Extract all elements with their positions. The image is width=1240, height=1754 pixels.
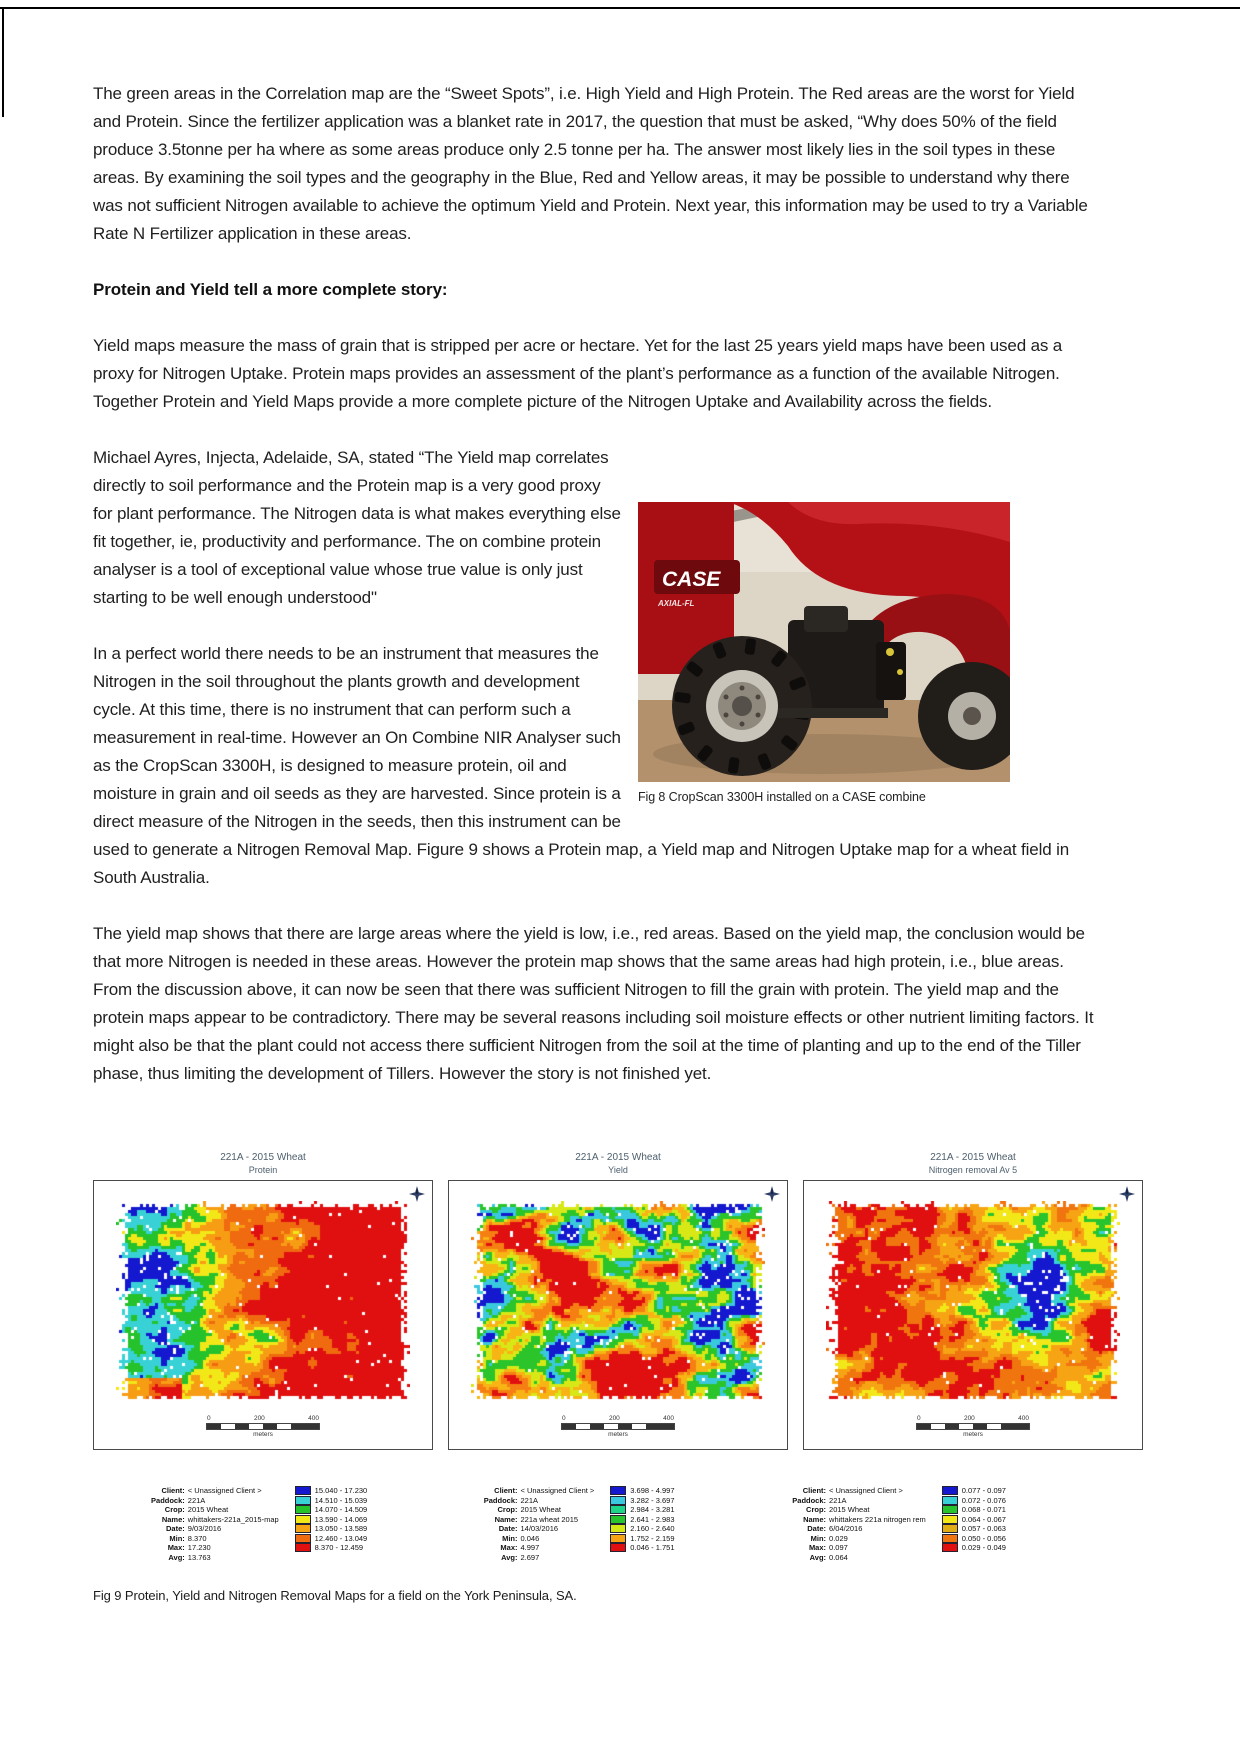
legend-field-value: 2015 Wheat — [829, 1505, 870, 1514]
legend-field-value: 13.763 — [187, 1552, 211, 1562]
paragraph-yield-map-analysis: The yield map shows that there are large areas where the yield is low, i.e., red areas. Based on the yield map, the conclusion would be that more Nitrogen is needed in these areas. However the protein map shows that the same areas had high protein, i.e., blue areas. From the discussion above, it can now be seen that there was sufficient Nitrogen to fill the grain with protein. The yield map and the protein maps appear to be contradictory. There may be several reasons including soil moisture effects or other nutrient limiting factors. It might also be that the plant could not access there sufficient Nitrogen from the soil at the time of planting and up to the end of the Tiller phase, thus limiting the development of Tillers. However the story is not finished yet. — [93, 924, 1094, 1083]
map-title — [93, 1152, 433, 1176]
scale-bar-segment — [576, 1424, 590, 1429]
legend-range-text: 2.641 - 2.983 — [630, 1514, 675, 1524]
scale-bar-segment — [562, 1424, 576, 1429]
map-title-line2: Yield — [608, 1165, 628, 1175]
map-legend — [99, 1486, 367, 1562]
legend-range-row — [610, 1496, 674, 1506]
legend-range-row — [610, 1515, 674, 1525]
scale-bar-segments — [916, 1423, 1030, 1430]
legend-range-row — [610, 1543, 674, 1553]
scale-bar-segment — [1001, 1424, 1015, 1429]
scale-bar-segment — [207, 1424, 221, 1429]
scale-bar-segment — [959, 1424, 973, 1429]
scale-bar-segment — [249, 1424, 263, 1429]
combine-model-text: AXIAL-FL — [658, 599, 695, 608]
paragraph-michael-ayres-quote: Michael Ayres, Injecta, Adelaide, SA, stated “The Yield map correlates directly to soil performance and the Protein map is a very good proxy for plant performance. The Nitrogen data is what makes everything else fit together, ie, productivity and performance. The on combine protein analyser is a tool of exceptional value whose true value is only just starting to be well enough understood" — [93, 448, 621, 607]
legend-field-row — [99, 1486, 279, 1496]
legend-ranges — [610, 1486, 674, 1562]
legend-range-text: 12.460 - 13.049 — [314, 1533, 368, 1543]
scale-bar-segments — [561, 1423, 675, 1430]
compass-icon — [764, 1186, 780, 1202]
legend-color-swatch — [942, 1524, 958, 1533]
fig9-maps-row — [93, 1152, 1143, 1450]
map-column-3 — [803, 1152, 1143, 1450]
legend-color-swatch — [610, 1524, 626, 1533]
legend-range-text: 1.752 - 2.159 — [630, 1533, 675, 1543]
scale-bar-segment — [646, 1424, 660, 1429]
legend-range-row — [610, 1524, 674, 1534]
legend-color-swatch — [295, 1486, 311, 1495]
legend-range-text: 15.040 - 17.230 — [314, 1486, 368, 1495]
legend-field-label: Avg: — [501, 1552, 518, 1562]
map-title-line1: 221A - 2015 Wheat — [930, 1152, 1016, 1163]
legend-field-value: 0.046 — [520, 1533, 540, 1543]
paragraph-yield-maps: Yield maps measure the mass of grain that is stripped per acre or hectare. Yet for the last 25 years yield maps have been used as a proxy for Nitrogen Uptake. Protein maps provides an assessment of the plant’s performance as a function of the available Nitrogen. Together Protein and Yield Maps provide a more complete picture of the Nitrogen Uptake and Availability across the fields. — [93, 336, 1063, 411]
legend-range-text: 14.510 - 15.039 — [314, 1495, 368, 1505]
legend-range-row — [610, 1486, 674, 1496]
legend-range-row — [942, 1534, 1006, 1544]
legend-field-value: whittakers 221a nitrogen rem — [829, 1514, 926, 1524]
legend-fields — [432, 1486, 595, 1562]
map-scale-bar — [94, 1415, 432, 1439]
scale-bar-segment — [263, 1424, 277, 1429]
legend-field-row — [432, 1534, 595, 1544]
legend-field-label: Client: — [161, 1486, 185, 1495]
legend-field-value: 221a wheat 2015 — [520, 1514, 579, 1524]
legend-field-value: 8.370 — [187, 1533, 207, 1543]
legend-color-swatch — [295, 1505, 311, 1514]
scale-label: 400 — [1018, 1415, 1029, 1422]
legend-field-label: Min: — [502, 1533, 518, 1543]
legend-range-row — [295, 1515, 368, 1525]
legend-field-row — [432, 1515, 595, 1525]
scale-bar-segment — [931, 1424, 945, 1429]
legend-field-label: Date: — [166, 1524, 185, 1533]
map-title — [803, 1152, 1143, 1176]
legend-field-row — [740, 1553, 926, 1563]
map-frame — [448, 1180, 788, 1450]
legend-range-row — [942, 1515, 1006, 1525]
scale-labels — [207, 1415, 319, 1422]
legend-color-swatch — [295, 1524, 311, 1533]
scale-bar-segment — [1015, 1424, 1029, 1429]
legend-color-swatch — [295, 1515, 311, 1524]
legend-color-swatch — [295, 1496, 311, 1505]
legend-field-value: 4.997 — [520, 1543, 540, 1552]
legend-field-row — [432, 1543, 595, 1553]
legend-range-row — [295, 1505, 368, 1515]
legend-field-row — [99, 1496, 279, 1506]
legend-range-row — [610, 1505, 674, 1515]
legend-field-row — [432, 1486, 595, 1496]
legend-field-value: < Unassigned Client > — [829, 1486, 903, 1495]
legend-field-value: 0.097 — [829, 1543, 848, 1552]
legend-field-row — [740, 1534, 926, 1544]
scale-bar-segment — [604, 1424, 618, 1429]
legend-range-text: 13.590 - 14.069 — [314, 1514, 368, 1524]
legend-field-row — [740, 1515, 926, 1525]
legend-field-value: 14/03/2016 — [520, 1524, 559, 1533]
legend-color-swatch — [942, 1515, 958, 1524]
legend-range-row — [942, 1496, 1006, 1506]
scale-label: 0 — [917, 1415, 921, 1422]
legend-color-swatch — [610, 1543, 626, 1552]
legend-field-label: Paddock: — [151, 1495, 185, 1505]
legend-color-swatch — [610, 1486, 626, 1495]
legend-color-swatch — [295, 1543, 311, 1552]
legend-color-swatch — [942, 1543, 958, 1552]
compass-icon — [1119, 1186, 1135, 1202]
legend-range-row — [295, 1486, 368, 1496]
scale-label: 0 — [562, 1415, 566, 1422]
legend-field-row — [432, 1524, 595, 1534]
scale-unit: meters — [253, 1431, 273, 1438]
map-title-line2: Nitrogen removal Av 5 — [928, 1165, 1018, 1175]
scale-bar-segment — [235, 1424, 249, 1429]
legend-fields — [740, 1486, 926, 1562]
page-border-left — [2, 7, 4, 117]
legend-field-value: 221A — [187, 1495, 206, 1505]
map-scale-bar — [449, 1415, 787, 1439]
legend-field-label: Max: — [500, 1543, 518, 1552]
legend-field-label: Crop: — [806, 1505, 827, 1514]
map-frame — [803, 1180, 1143, 1450]
legend-color-swatch — [610, 1505, 626, 1514]
map-legend-wrap — [383, 1486, 723, 1562]
legend-range-text: 0.064 - 0.067 — [961, 1514, 1006, 1524]
paragraph-perfect-world: In a perfect world there needs to be an instrument that measures the Nitrogen in the soil throughout the plants growth and development cycle. At this time, there is no instrument that can perform such a measurement in real-time. However an On Combine NIR Analyser such as the CropScan 3300H, is designed to measure protein, oil and moisture in grain and oil seeds as they are harvested. Since protein is a direct measure of the Nitrogen in the seeds, then this instrument can be used to generate a Nitrogen Removal Map. Figure 9 shows a Protein map, a Yield map and Nitrogen Uptake map for a wheat field in South Australia. — [93, 644, 1069, 887]
map-title-line2: Protein — [248, 1165, 278, 1175]
compass-icon — [409, 1186, 425, 1202]
legend-color-swatch — [610, 1515, 626, 1524]
legend-range-row — [295, 1496, 368, 1506]
legend-range-text: 0.072 - 0.076 — [961, 1495, 1006, 1505]
legend-range-row — [942, 1505, 1006, 1515]
scale-label: 200 — [963, 1415, 975, 1422]
legend-range-text: 0.057 - 0.063 — [961, 1524, 1006, 1533]
legend-field-label: Client: — [802, 1486, 827, 1495]
scale-bar-segment — [660, 1424, 674, 1429]
legend-field-label: Paddock: — [483, 1495, 518, 1505]
legend-range-row — [295, 1543, 368, 1553]
legend-field-row — [740, 1505, 926, 1515]
legend-field-label: Max: — [808, 1543, 827, 1552]
scale-unit: meters — [963, 1431, 983, 1438]
paragraph-correlation-map: The green areas in the Correlation map are the “Sweet Spots”, i.e. High Yield and High Protein. The Red areas are the worst for Yield and Protein. Since the fertilizer application was a blanket rate in 2017, the question that must be asked, “Why does 50% of the field produce 3.5tonne per ha where as some areas produce only 2.5 tonne per ha. The answer most likely lies in the soil types in these areas. By examining the soil types and the geography in the Blue, Red and Yellow areas, it may be possible to understand why there was not sufficient Nitrogen available to achieve the optimum Yield and Protein. Next year, this information may be used to try a Variable Rate N Fertilizer application in these areas. — [93, 84, 1088, 243]
legend-range-text: 3.698 - 4.997 — [630, 1486, 675, 1495]
legend-field-label: Name: — [803, 1514, 827, 1524]
combine-photo-illustration — [638, 502, 1010, 782]
fig9-caption: Fig 9 Protein, Yield and Nitrogen Removal Maps for a field on the York Peninsula, SA. — [93, 1588, 577, 1603]
legend-color-swatch — [942, 1496, 958, 1505]
scale-bar-segment — [221, 1424, 235, 1429]
map-column-2 — [448, 1152, 788, 1450]
map-legend-wrap — [63, 1486, 403, 1562]
page-border-top — [0, 7, 1240, 9]
legend-range-text: 3.282 - 3.697 — [630, 1495, 675, 1505]
legend-field-value: < Unassigned Client > — [187, 1486, 262, 1495]
legend-range-row — [610, 1534, 674, 1544]
legend-field-value: 221A — [520, 1495, 539, 1505]
scale-bar-segment — [973, 1424, 987, 1429]
legend-color-swatch — [295, 1534, 311, 1543]
legend-color-swatch — [942, 1534, 958, 1543]
legend-range-text: 0.050 - 0.056 — [961, 1533, 1006, 1543]
legend-field-label: Max: — [167, 1543, 185, 1552]
scale-labels — [562, 1415, 674, 1422]
legend-range-text: 0.077 - 0.097 — [961, 1486, 1006, 1495]
scale-bar-segment — [632, 1424, 646, 1429]
scale-label: 0 — [207, 1415, 211, 1422]
legend-field-value: 2015 Wheat — [187, 1505, 229, 1514]
scale-bar-segment — [945, 1424, 959, 1429]
legend-field-label: Date: — [498, 1524, 518, 1533]
legend-color-swatch — [610, 1534, 626, 1543]
legend-field-label: Name: — [161, 1514, 185, 1524]
legend-field-row — [432, 1496, 595, 1506]
scale-bar-segment — [917, 1424, 931, 1429]
legend-range-text: 2.984 - 3.281 — [630, 1505, 675, 1514]
legend-range-row — [942, 1543, 1006, 1553]
legend-field-value: 17.230 — [187, 1543, 211, 1552]
legend-field-row — [740, 1496, 926, 1506]
legend-range-text: 0.046 - 1.751 — [630, 1543, 675, 1552]
legend-range-text: 13.050 - 13.589 — [314, 1524, 368, 1533]
body-content — [93, 0, 1103, 1088]
legend-field-value: 6/04/2016 — [829, 1524, 863, 1533]
scale-label: 200 — [608, 1415, 620, 1422]
legend-field-label: Min: — [810, 1533, 827, 1543]
wrapped-text-block — [93, 444, 1103, 892]
legend-range-text: 14.070 - 14.509 — [314, 1505, 368, 1514]
map-raster — [116, 1201, 410, 1401]
legend-field-label: Avg: — [168, 1552, 185, 1562]
legend-range-text: 0.068 - 0.071 — [961, 1505, 1006, 1514]
legend-range-text: 8.370 - 12.459 — [314, 1543, 364, 1552]
legend-field-value: 2.697 — [520, 1552, 540, 1562]
legend-color-swatch — [942, 1505, 958, 1514]
legend-field-label: Name: — [494, 1514, 518, 1524]
legend-field-row — [99, 1534, 279, 1544]
map-raster — [826, 1201, 1120, 1401]
map-title-line1: 221A - 2015 Wheat — [220, 1152, 306, 1163]
combine-brand-text: CASE — [662, 568, 721, 591]
legend-field-value: 0.064 — [829, 1552, 848, 1562]
scale-unit: meters — [608, 1431, 628, 1438]
legend-field-value: 221A — [829, 1495, 847, 1505]
legend-field-label: Crop: — [497, 1505, 518, 1514]
legend-field-value: 0.029 — [829, 1533, 848, 1543]
legend-range-row — [295, 1534, 368, 1544]
legend-range-text: 0.029 - 0.049 — [961, 1543, 1006, 1552]
scale-label: 400 — [663, 1415, 674, 1422]
scale-bar-segments — [206, 1423, 320, 1430]
scale-label: 400 — [308, 1415, 319, 1422]
map-scale-bar — [804, 1415, 1142, 1439]
legend-field-label: Paddock: — [792, 1495, 827, 1505]
legend-field-row — [740, 1486, 926, 1496]
scale-bar-segment — [305, 1424, 319, 1429]
map-frame — [93, 1180, 433, 1450]
legend-field-row — [99, 1505, 279, 1515]
legend-field-label: Min: — [169, 1533, 185, 1543]
legend-field-label: Crop: — [164, 1505, 185, 1514]
legend-field-row — [432, 1505, 595, 1515]
map-legend-wrap — [703, 1486, 1043, 1562]
scale-bar-segment — [291, 1424, 305, 1429]
map-title — [448, 1152, 788, 1176]
fig9-legends-row — [93, 1486, 1143, 1562]
legend-range-row — [942, 1486, 1006, 1496]
scale-bar-segment — [590, 1424, 604, 1429]
legend-field-label: Avg: — [809, 1552, 827, 1562]
scale-bar-segment — [987, 1424, 1001, 1429]
legend-range-row — [942, 1524, 1006, 1534]
legend-field-row — [740, 1524, 926, 1534]
legend-field-row — [99, 1515, 279, 1525]
map-raster — [471, 1201, 765, 1401]
fig8-caption: Fig 8 CropScan 3300H installed on a CASE combine — [638, 790, 926, 804]
legend-field-row — [432, 1553, 595, 1563]
legend-field-value: 2015 Wheat — [520, 1505, 561, 1514]
legend-ranges — [295, 1486, 368, 1562]
scale-labels — [917, 1415, 1029, 1422]
scale-bar-segment — [618, 1424, 632, 1429]
legend-field-label: Date: — [807, 1524, 827, 1533]
legend-field-row — [99, 1524, 279, 1534]
legend-field-row — [740, 1543, 926, 1553]
section-heading: Protein and Yield tell a more complete story: — [93, 280, 448, 299]
legend-color-swatch — [610, 1496, 626, 1505]
legend-field-label: Client: — [494, 1486, 518, 1495]
legend-field-row — [99, 1543, 279, 1553]
map-title-line1: 221A - 2015 Wheat — [575, 1152, 661, 1163]
map-column-1 — [93, 1152, 433, 1450]
fig8-combine-photo — [638, 502, 1010, 804]
legend-field-value: whittakers-221a_2015-map — [187, 1514, 279, 1524]
legend-field-row — [99, 1553, 279, 1563]
legend-field-value: < Unassigned Client > — [520, 1486, 595, 1495]
legend-fields — [99, 1486, 279, 1562]
map-legend — [740, 1486, 1006, 1562]
legend-range-row — [295, 1524, 368, 1534]
legend-range-text: 2.160 - 2.640 — [630, 1524, 675, 1533]
map-legend — [432, 1486, 675, 1562]
legend-ranges — [942, 1486, 1006, 1562]
legend-field-value: 9/03/2016 — [187, 1524, 222, 1533]
scale-bar-segment — [277, 1424, 291, 1429]
legend-color-swatch — [942, 1486, 958, 1495]
scale-label: 200 — [253, 1415, 265, 1422]
